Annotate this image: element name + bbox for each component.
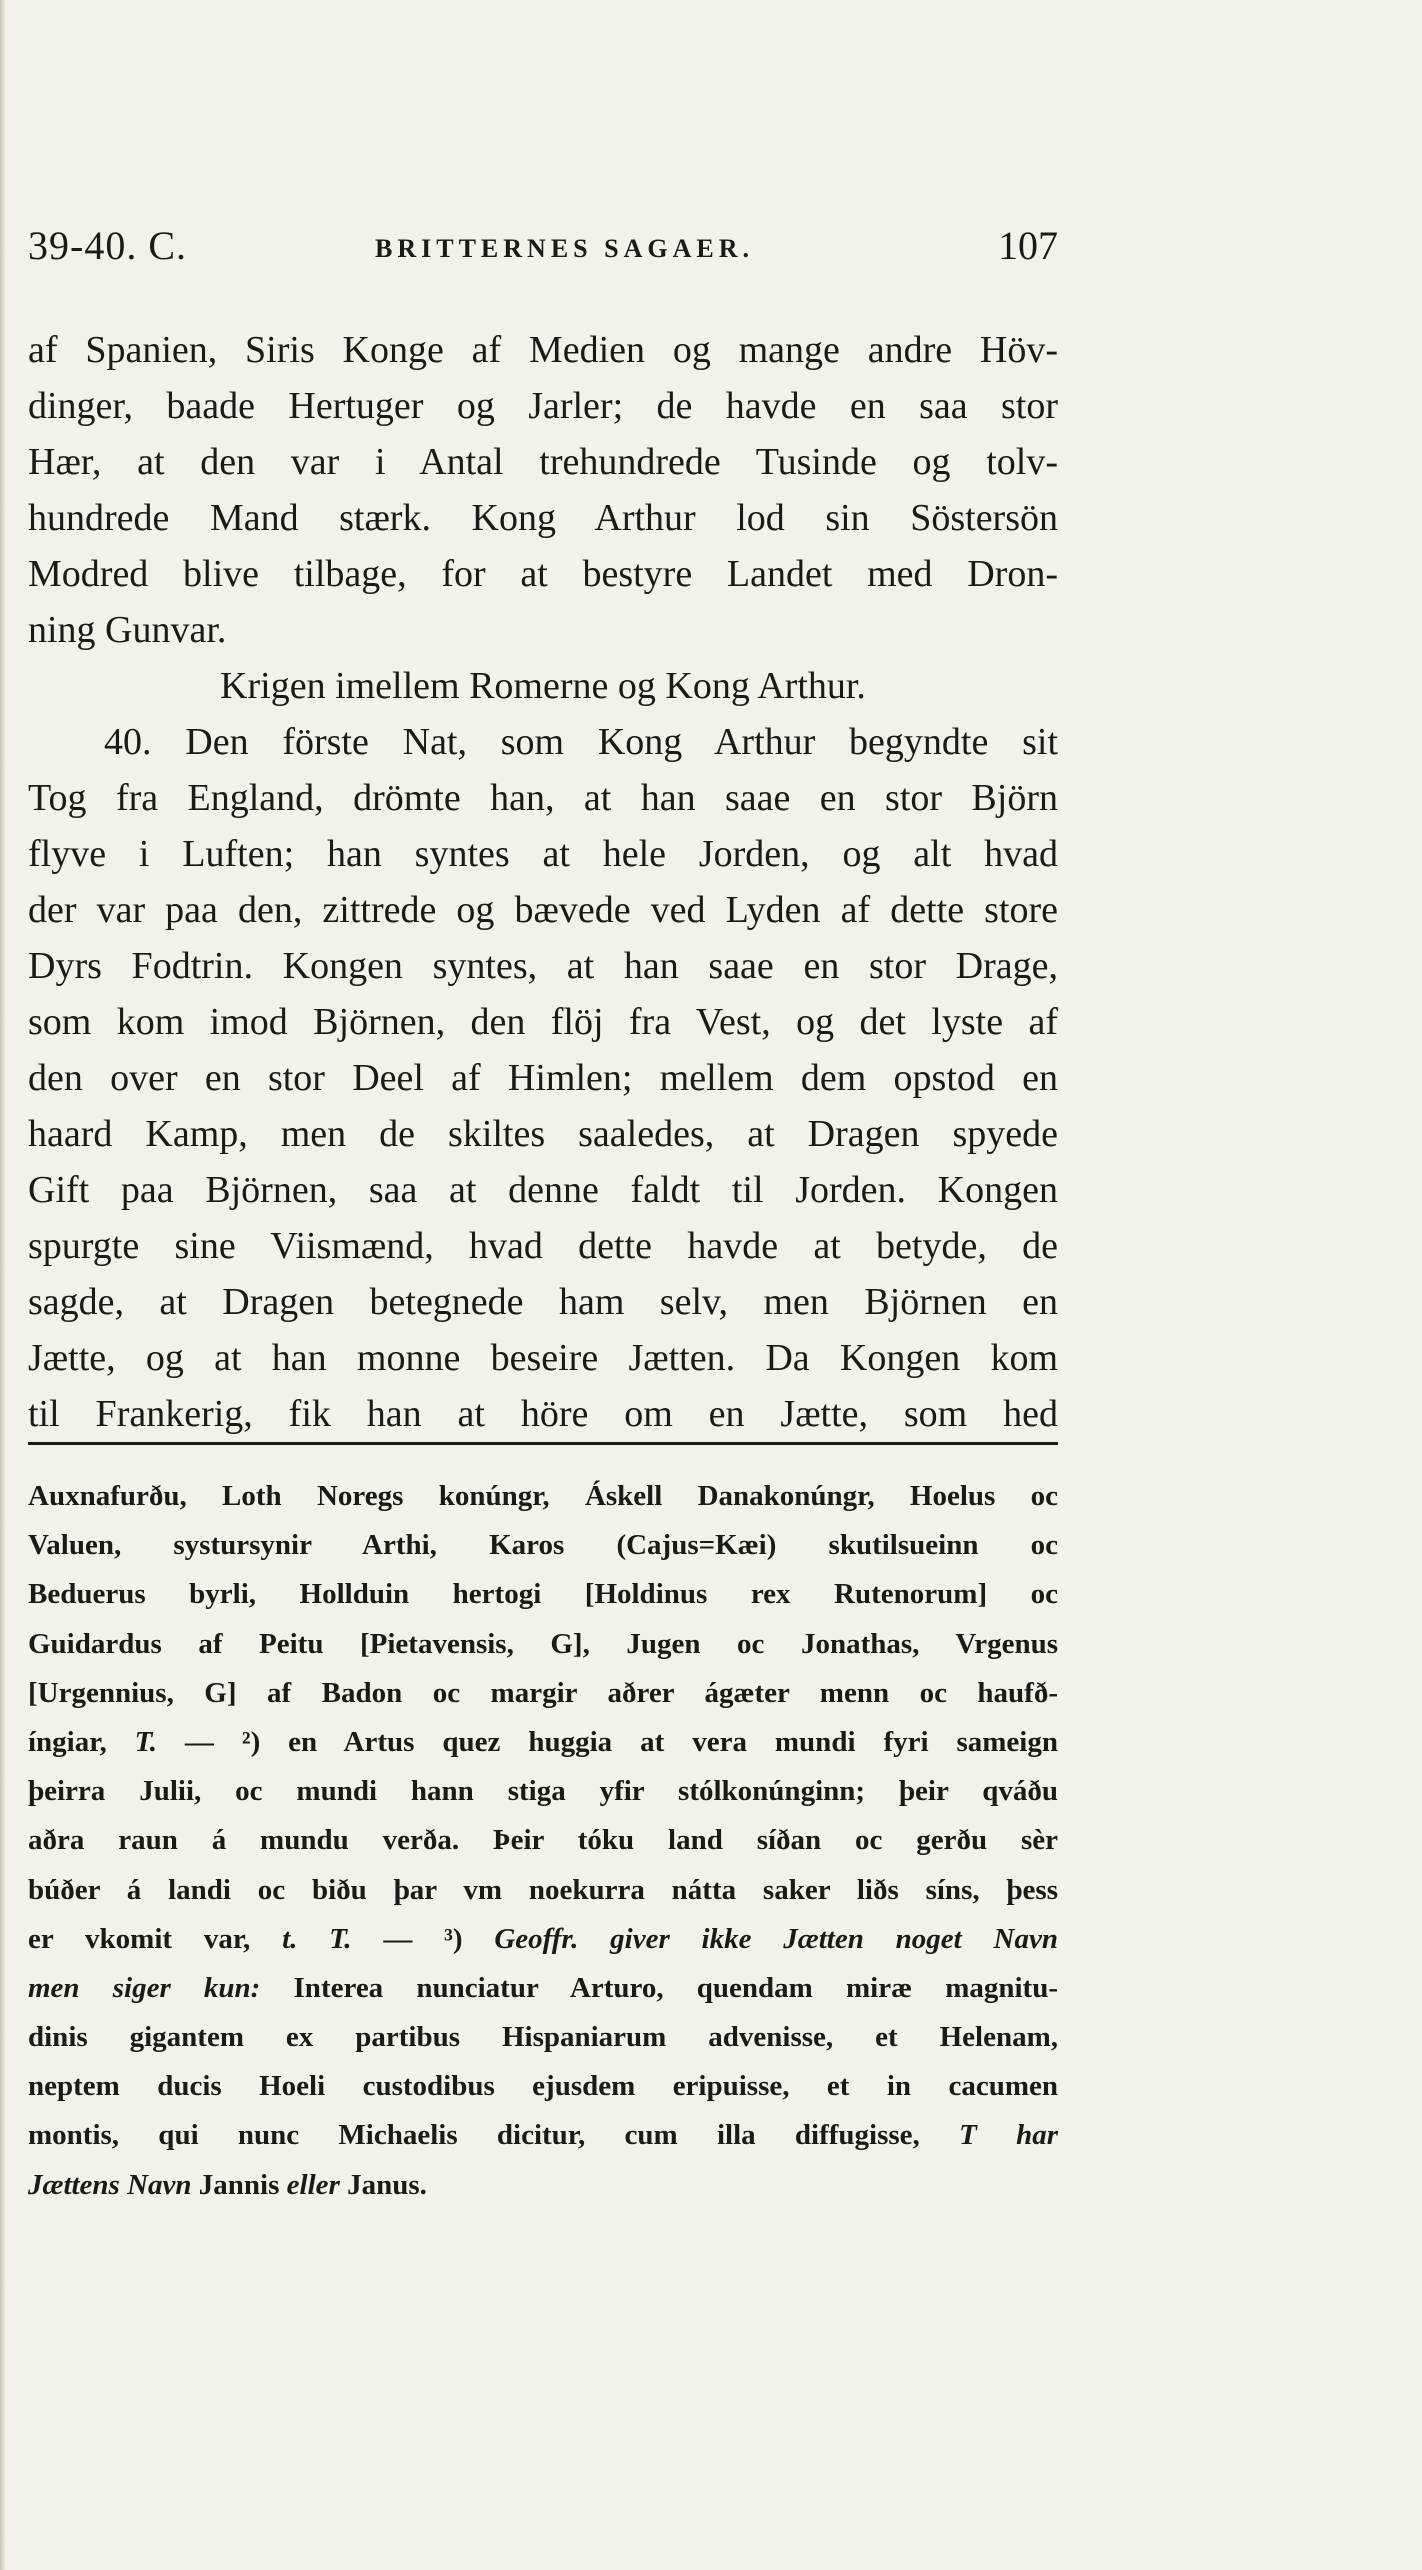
footnote-text: Janus. (339, 2168, 427, 2201)
body-line: dinger, baade Hertuger og Jarler; de havde en saa stor (28, 385, 1058, 427)
footnote-text: montis, qui nunc Michaelis dicitur, cum illa diffugisse, (28, 2119, 960, 2152)
body-line: Jætte, og at han monne beseire Jætten. Da Kongen kom (28, 1337, 1058, 1379)
body-text (28, 322, 1058, 1442)
body-line: 40. Den förste Nat, som Kong Arthur begyndte sit (104, 721, 1058, 763)
body-line: flyve i Luften; han syntes at hele Jorden, og alt hvad (28, 833, 1058, 875)
body-line: haard Kamp, men de skiltes saaledes, at Dragen spyede (28, 1113, 1058, 1155)
footnotes (28, 1472, 1058, 2210)
body-line: til Frankerig, fik han at höre om en Jætte, som hed (28, 1393, 1058, 1435)
body-line: den over en stor Deel af Himlen; mellem dem opstod en (28, 1057, 1058, 1099)
footnote-editor-note: eller (286, 2168, 340, 2201)
body-line: der var paa den, zittrede og bævede ved Lyden af dette store (28, 889, 1058, 931)
footnote-line (28, 2161, 1058, 2210)
footnote-editor-note: T har (959, 2119, 1058, 2152)
body-line: som kom imod Björnen, den flöj fra Vest, og det lyste af (28, 1001, 1058, 1043)
footnote-line (28, 1964, 1058, 2013)
page-edge (0, 0, 6, 2570)
footnote-line (28, 1718, 1058, 1767)
body-line: ning Gunvar. (28, 609, 227, 651)
section-heading: Krigen imellem Romerne og Kong Arthur. (220, 665, 866, 707)
footnote-text: — ²) en Artus quez huggia at vera mundi fyri sameign (156, 1725, 1058, 1758)
running-title: BRITTERNES SAGAER. (375, 234, 754, 263)
page-number: 107 (998, 223, 1058, 268)
footnote-line: Auxnafurðu, Loth Noregs konúngr, Áskell Danakonúngr, Hoelus oc (28, 1480, 1058, 1512)
footnote-text: Jannis (191, 2168, 287, 2201)
body-line: Dyrs Fodtrin. Kongen syntes, at han saae en stor Drage, (28, 945, 1058, 987)
body-line: spurgte sine Viismænd, hvad dette havde at betyde, de (28, 1225, 1058, 1267)
footnote-editor-note: Jættens Navn (28, 2168, 192, 2201)
footnote-line: Guidardus af Peitu [Pietavensis, G], Jugen oc Jonathas, Vrgenus (28, 1627, 1058, 1660)
chapter-reference: 39-40. C. (28, 223, 187, 268)
footnote-text: er vkomit var, (28, 1922, 283, 1955)
body-line: hundrede Mand stærk. Kong Arthur lod sin Söstersön (28, 497, 1058, 539)
body-line: sagde, at Dragen betegnede ham selv, men Björnen en (28, 1281, 1058, 1323)
footnote-line: búðer á landi oc biðu þar vm noekurra nátta saker liðs síns, þess (28, 1873, 1058, 1906)
body-line: Hær, at den var i Antal trehundrede Tusinde og tolv- (28, 441, 1058, 483)
footnote-text: — ³) (351, 1922, 495, 1955)
footnote-line (28, 2111, 1058, 2160)
body-line: Tog fra England, drömte han, at han saae en stor Björn (28, 777, 1058, 819)
footnote-line: aðra raun á mundu verða. Þeir tóku land síðan oc gerðu sèr (28, 1824, 1058, 1857)
footnote-line: neptem ducis Hoeli custodibus ejusdem eripuisse, et in cacumen (28, 2070, 1058, 2103)
body-line: af Spanien, Siris Konge af Medien og mange andre Höv- (28, 329, 1058, 371)
footnote-editor-note: men siger kun: (28, 1971, 261, 2004)
footnote-line (28, 1915, 1058, 1964)
footnote-source-abbrev: T. (134, 1725, 157, 1758)
body-line: Gift paa Björnen, saa at denne faldt til Jorden. Kongen (28, 1169, 1058, 1211)
footnote-line: [Urgennius, G] af Badon oc margir aðrer ágæter menn oc haufð- (28, 1676, 1058, 1709)
footnote-line: dinis gigantem ex partibus Hispaniarum advenisse, et Helenam, (28, 2021, 1058, 2054)
footnote-rule (28, 1442, 1058, 1445)
footnote-line: þeirra Julii, oc mundi hann stiga yfir stólkonúnginn; þeir qváðu (28, 1775, 1058, 1808)
footnote-text: Interea nunciatur Arturo, quendam miræ magnitu- (260, 1971, 1058, 2004)
footnote-line: Beduerus byrli, Hollduin hertogi [Holdinus rex Rutenorum] oc (28, 1578, 1058, 1611)
running-header (28, 222, 1058, 282)
footnote-editor-note: Geoffr. giver ikke Jætten noget Navn (494, 1922, 1058, 1955)
footnote-source-abbrev: t. T. (282, 1922, 352, 1955)
body-line: Modred blive tilbage, for at bestyre Landet med Dron- (28, 553, 1058, 595)
footnote-text: íngiar, (28, 1725, 135, 1758)
footnote-line: Valuen, systursynir Arthi, Karos (Cajus=Kæi) skutilsueinn oc (28, 1529, 1058, 1562)
